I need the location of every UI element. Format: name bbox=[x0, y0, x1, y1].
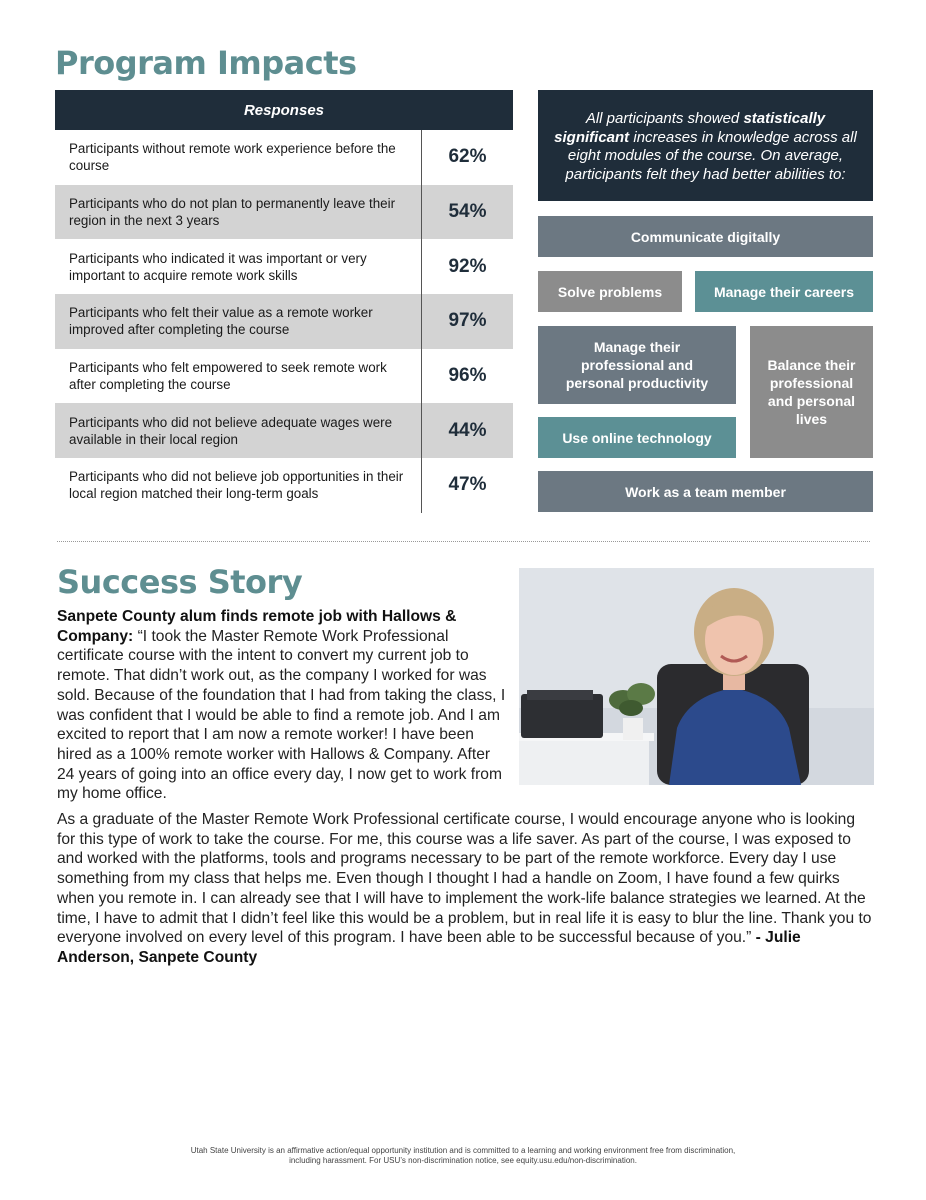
abilities-intro bbox=[538, 90, 873, 201]
footer-line-1: Utah State University is an affirmative action/equal opportunity institution and is committed to a learning and working environment free from discrimination, bbox=[190, 1146, 736, 1155]
ability-balance: Balance their professional and personal lives bbox=[750, 326, 873, 458]
row-label: Participants who indicated it was important or very important to acquire remote work skills bbox=[55, 239, 422, 294]
photo-julie-anderson bbox=[519, 568, 874, 785]
row-value: 54% bbox=[448, 201, 487, 223]
responses-table bbox=[55, 90, 513, 513]
table-row bbox=[55, 130, 513, 185]
row-value: 92% bbox=[448, 255, 487, 277]
row-label: Participants who did not believe job opportunities in their local region matched their long-term goals bbox=[55, 458, 422, 513]
ability-manage-careers: Manage their careers bbox=[695, 271, 873, 312]
row-value: 47% bbox=[448, 474, 487, 496]
row-label: Participants who do not plan to permanently leave their region in the next 3 years bbox=[55, 185, 422, 240]
row-label: Participants who felt their value as a remote worker improved after completing the course bbox=[55, 294, 422, 349]
row-value: 96% bbox=[448, 365, 487, 387]
section-title-program-impacts: Program Impacts bbox=[55, 44, 357, 82]
footer-disclaimer bbox=[0, 1146, 926, 1166]
ability-communicate: Communicate digitally bbox=[538, 216, 873, 257]
intro-text-emphasis: statistically significant bbox=[554, 110, 826, 146]
footer-line-2: including harassment. For USU’s non-discrimination notice, see equity.usu.edu/non-discrimination. bbox=[289, 1156, 637, 1165]
story-paragraph-2 bbox=[57, 810, 872, 968]
ability-team-member: Work as a team member bbox=[538, 471, 873, 512]
row-value: 44% bbox=[448, 419, 487, 441]
table-row bbox=[55, 185, 513, 240]
story-lead: Sanpete County alum finds remote job with Hallows & Company: bbox=[57, 608, 457, 645]
ability-solve-problems: Solve problems bbox=[538, 271, 682, 312]
table-row bbox=[55, 458, 513, 513]
section-divider bbox=[57, 541, 870, 542]
row-label: Participants who felt empowered to seek remote work after completing the course bbox=[55, 349, 422, 404]
table-header: Responses bbox=[55, 90, 513, 130]
story-attribution: - Julie Anderson, Sanpete County bbox=[57, 929, 801, 966]
ability-productivity: Manage their professional and personal productivity bbox=[538, 326, 736, 404]
table-row bbox=[55, 294, 513, 349]
section-title-success-story: Success Story bbox=[57, 563, 303, 601]
story-paragraph-1 bbox=[57, 607, 507, 804]
table-row bbox=[55, 239, 513, 294]
intro-text-post: increases in knowledge across all eight modules of the course. On average, participants felt they had better abilities to: bbox=[565, 128, 857, 183]
ability-online-technology: Use online technology bbox=[538, 417, 736, 458]
table-row bbox=[55, 403, 513, 458]
story-text-1: “I took the Master Remote Work Professional certificate course with the intent to convert my current job to remote. That didn’t work out, as the company I worked for was sold. Because of the foundation that I had from taking the class, I was confident that I would be able to find a remote job. And I am excited to report that I am now a remote worker! I have been hired as a 100% remote worker with Hallows & Company. After 24 years of going into an office every day, I now get to work from my home office. bbox=[57, 627, 506, 803]
row-value: 62% bbox=[448, 146, 487, 168]
row-label: Participants who did not believe adequate wages were available in their local region bbox=[55, 403, 422, 458]
story-text-2: As a graduate of the Master Remote Work Professional certificate course, I would encourage anyone who is looking for this type of work to take the course. For me, this course was a life saver. As part of the course, I was exposed to and worked with the platforms, tools and programs necessary to be part of the remote workforce. Every day I use something from my class that helps me. Even though I thought I had a handle on Zoom, I have found a few quirks when you remote in. I can already see that I will have to implement the work-life balance strategies we learned. At the time, I have to admit that I didn’t feel like this would be a problem, but in real life it is easy to blur the line. Thank you to everyone involved on every level of this program. I have been able to be successful because of you.” bbox=[57, 811, 872, 947]
row-label: Participants without remote work experience before the course bbox=[55, 130, 422, 185]
row-value: 97% bbox=[448, 310, 487, 332]
table-row bbox=[55, 349, 513, 404]
intro-text-pre: All participants showed bbox=[585, 110, 744, 127]
